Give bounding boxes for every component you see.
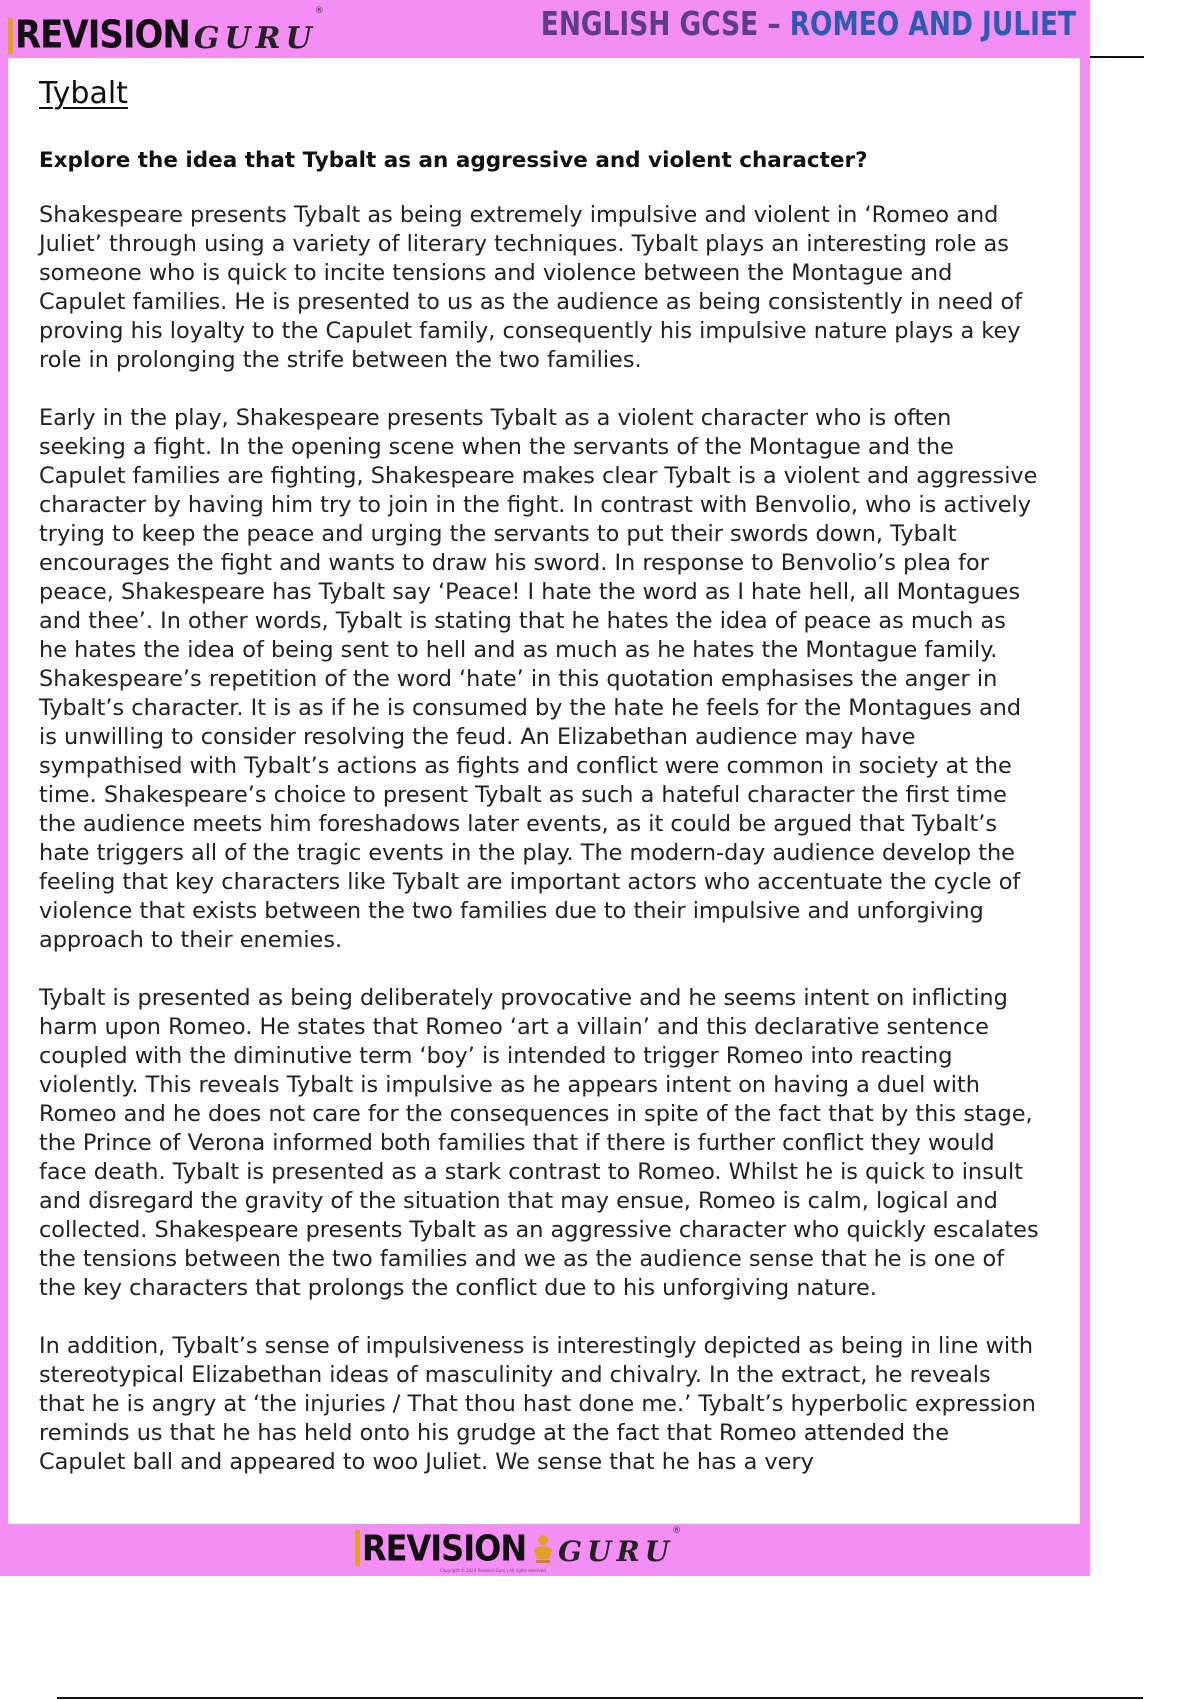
revision-guru-logo	[8, 6, 324, 58]
page-header	[0, 0, 1090, 58]
footer-logo-bar-icon	[355, 1530, 360, 1566]
page-content	[8, 58, 1080, 1524]
logo-brand-accent: GURU	[193, 21, 317, 56]
logo-bar-icon	[8, 18, 13, 54]
essay-paragraph-3: Tybalt is presented as being deliberately provocative and he seems intent on inflicting harm upon Romeo. He states that Romeo ‘art a villain’ and this declarative sentence coupled with the diminutive term ‘boy’ is intended to trigger Romeo into reacting violently. This reveals Tybalt is impulsive as he appears intent on having a duel with Romeo and he does not care for the consequences in spite of the fact that by this stage, the Prince of Verona informed both families that if there is further conflict they would face death. Tybalt is presented as a stark contrast to Romeo. Whilst he is quick to insult and disregard the gravity of the situation that may ensue, Romeo is calm, logical and collected. Shakespeare presents Tybalt as an aggressive character who quickly escalates the tensions between the two families and we as the audience sense that he is one of the key characters that prolongs the conflict due to his unforgiving nature.	[39, 985, 1039, 1301]
essay-question: Explore the idea that Tybalt as an aggressive and violent character?	[39, 148, 868, 173]
subject-prefix: ENGLISH GCSE –	[540, 4, 790, 43]
footer-brand-main: REVISION	[362, 1526, 527, 1570]
footer-brand-accent: GURU	[558, 1535, 675, 1568]
bottom-rule	[57, 1697, 1143, 1699]
header-rule	[1090, 56, 1144, 58]
essay-paragraph-4: In addition, Tybalt’s sense of impulsiveness is interestingly depicted as being in line with stereotypical Elizabethan ideas of masculinity and chivalry. In the extract, he reveals that he is angry at ‘the injuries / That thou hast done me.’ Tybalt’s hyperbolic expression reminds us that he has held onto his grudge at the fact that Romeo attended the Capulet ball and appeared to woo Juliet. We sense that he has a very	[39, 1333, 1036, 1475]
lamp-icon	[530, 1532, 556, 1566]
logo-registered-mark: ®	[314, 6, 324, 16]
footer-logo	[355, 1526, 682, 1570]
page-title: Tybalt	[39, 76, 128, 111]
footer-copyright: Copyright © 2024 Revision Guru | All rights reserved	[440, 1568, 546, 1573]
page-footer	[0, 1524, 1090, 1576]
logo-brand-main: REVISION	[15, 12, 190, 58]
subject-heading	[541, 4, 1076, 43]
page-frame	[0, 58, 1090, 1524]
essay-body	[39, 201, 1039, 1506]
essay-paragraph-1: Shakespeare presents Tybalt as being extremely impulsive and violent in ‘Romeo and Juliet’ through using a variety of literary techniques. Tybalt plays an interesting role as someone who is quick to incite tensions and violence between the Montague and Capulet families. He is presented to us as the audience as being consistently in need of proving his loyalty to the Capulet family, consequently his impulsive nature plays a key role in prolonging the strife between the two families.	[39, 202, 1023, 373]
subject-title: ROMEO AND JULIET	[789, 4, 1076, 43]
essay-paragraph-2: Early in the play, Shakespeare presents Tybalt as a violent character who is often seeking a fight. In the opening scene when the servants of the Montague and the Capulet families are fighting, Shakespeare makes clear Tybalt is a violent and aggressive character by having him try to join in the fight. In contrast with Benvolio, who is actively trying to keep the peace and urging the servants to put their swords down, Tybalt encourages the fight and wants to draw his sword. In response to Benvolio’s plea for peace, Shakespeare has Tybalt say ‘Peace! I hate the word as I hate hell, all Montagues and thee’. In other words, Tybalt is stating that he hates the idea of peace as much as he hates the idea of being sent to hell and as much as he hates the Montague family. Shakespeare’s repetition of the word ‘hate’ in this quotation emphasises the anger in Tybalt’s character. It is as if he is consumed by the hate he feels for the Montagues and is unwilling to consider resolving the feud. An Elizabethan audience may have sympathised with Tybalt’s actions as fights and conflict were common in society at the time. Shakespeare’s choice to present Tybalt as such a hateful character the first time the audience meets him foreshadows later events, as it could be argued that Tybalt’s hate triggers all of the tragic events in the play. The modern-day audience develop the feeling that key characters like Tybalt are important actors who accentuate the cycle of violence that exists between the two families due to their impulsive and unforgiving approach to their enemies.	[39, 405, 1038, 953]
footer-registered-mark: ®	[672, 1526, 682, 1536]
